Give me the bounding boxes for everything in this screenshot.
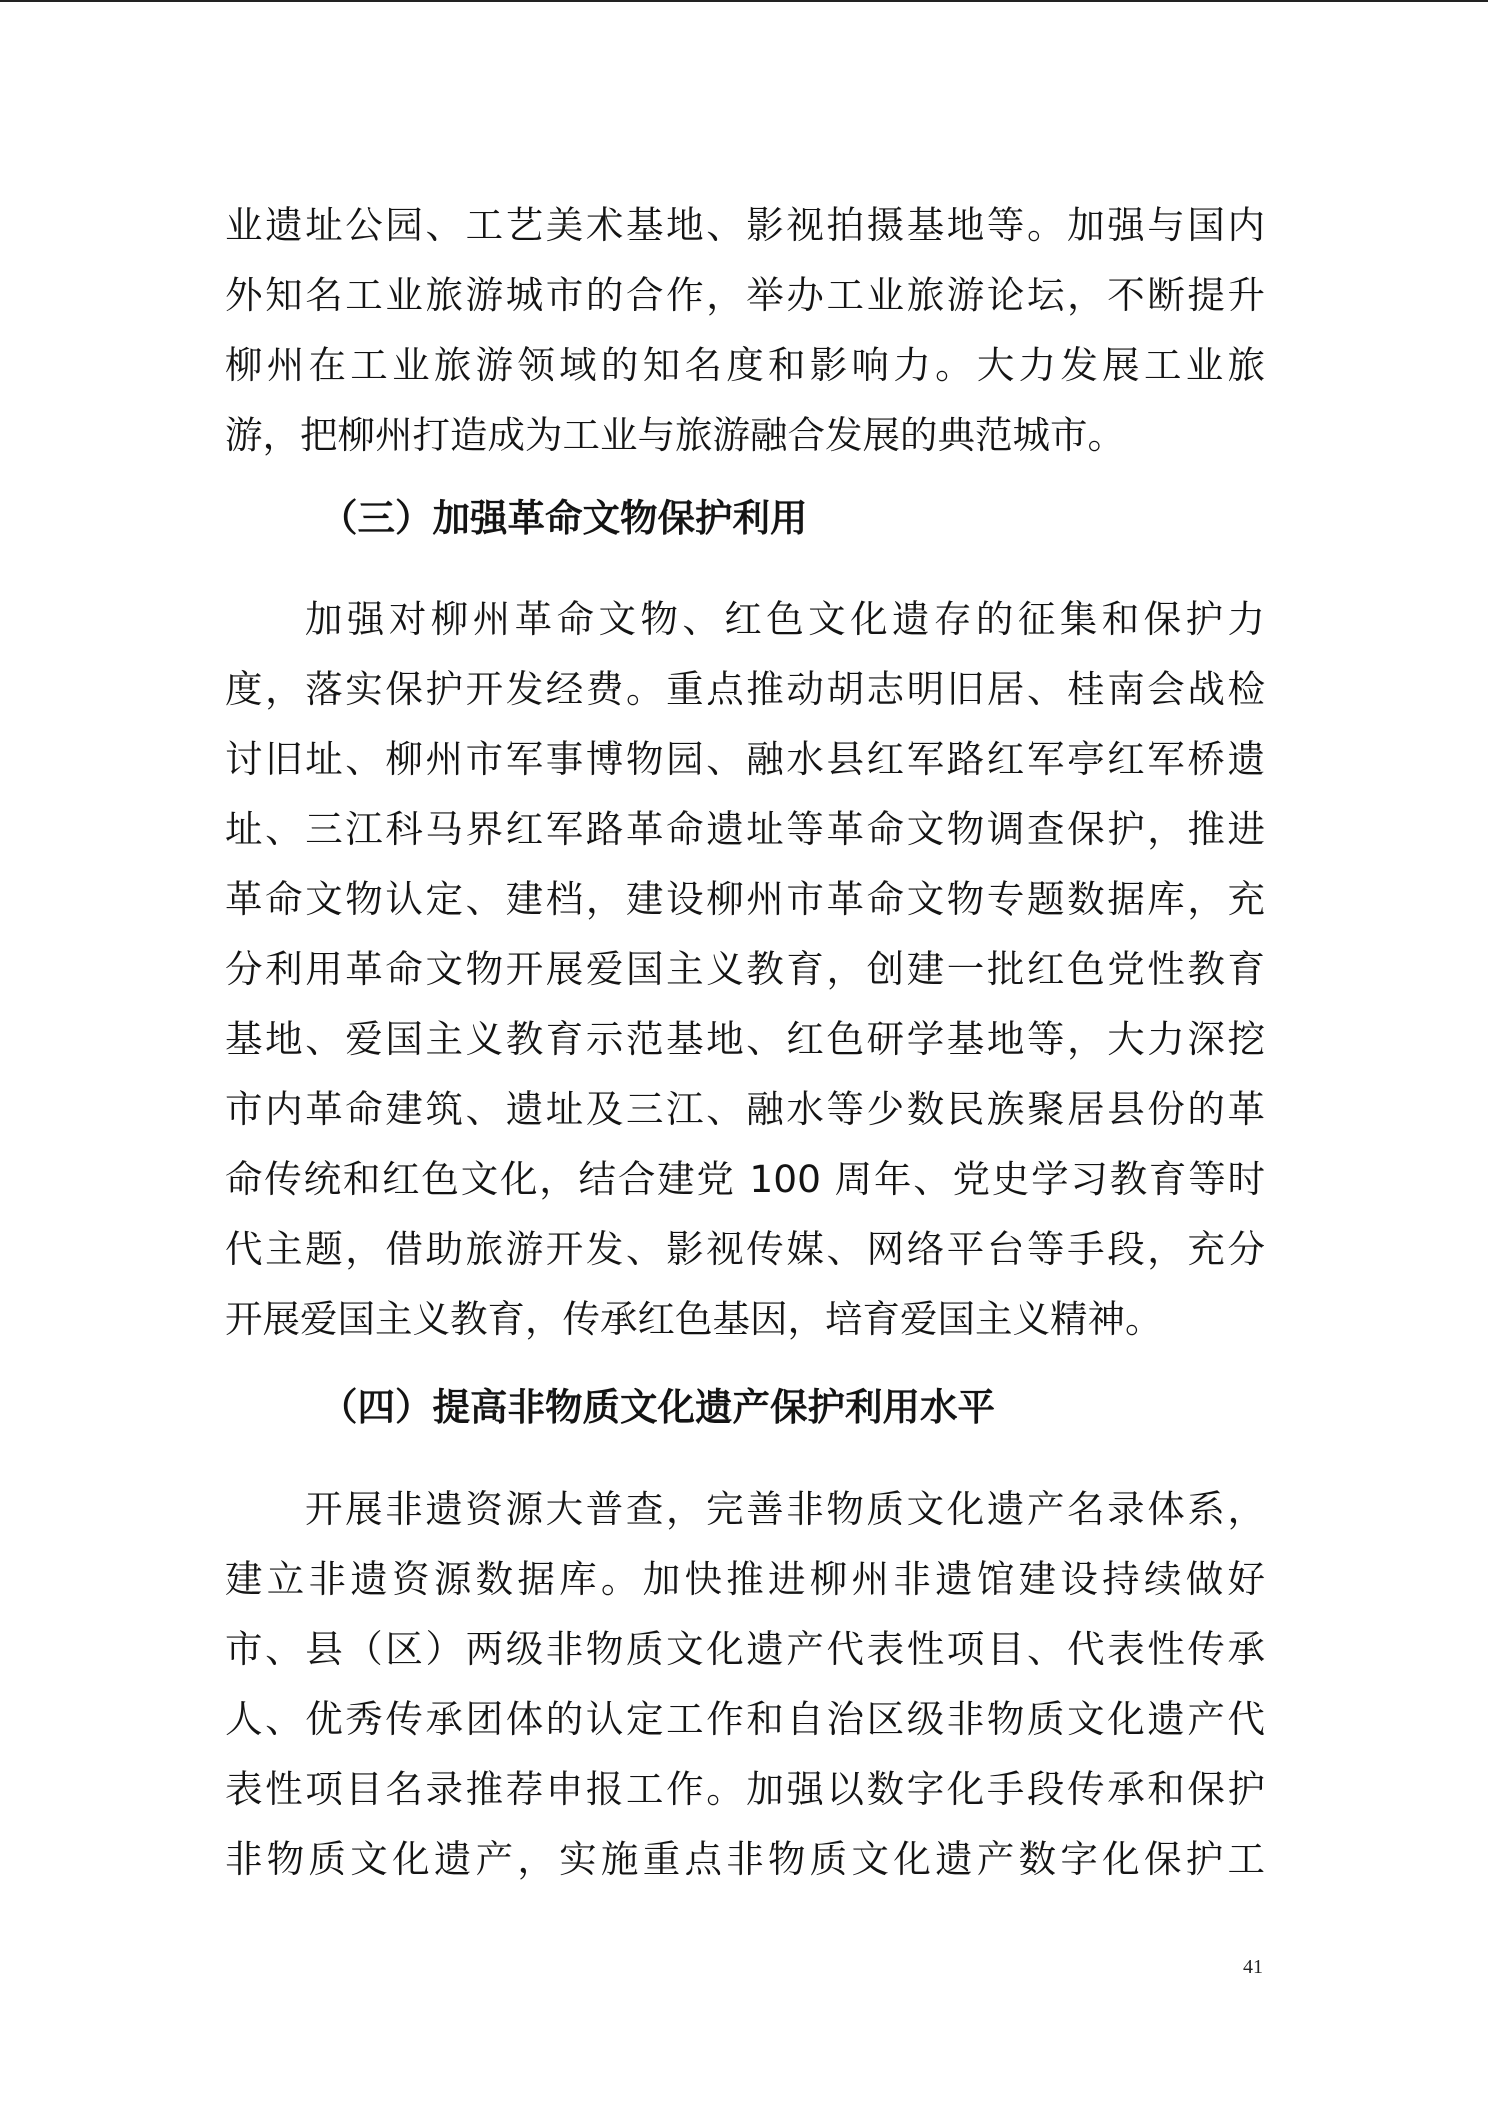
section-heading-3: （三）加强革命文物保护利用	[320, 496, 808, 540]
body-text-line: 代主题，借助旅游开发、影视传媒、网络平台等手段，充分	[225, 1227, 1265, 1271]
body-text-line: 外知名工业旅游城市的合作，举办工业旅游论坛，不断提升	[225, 273, 1265, 317]
body-text-line: 开展非遗资源大普查，完善非物质文化遗产名录体系，	[305, 1487, 1265, 1531]
top-border-rule	[0, 0, 1488, 2]
body-text-line: 人、优秀传承团体的认定工作和自治区级非物质文化遗产代	[225, 1697, 1265, 1741]
body-text-line: 市、县（区）两级非物质文化遗产代表性项目、代表性传承	[225, 1627, 1265, 1671]
body-text-line: 加强对柳州革命文物、红色文化遗存的征集和保护力	[305, 597, 1265, 641]
body-text-line: 开展爱国主义教育，传承红色基因，培育爱国主义精神。	[225, 1297, 1163, 1341]
body-text-line: 柳州在工业旅游领域的知名度和影响力。大力发展工业旅	[225, 343, 1265, 387]
body-text-line: 业遗址公园、工艺美术基地、影视拍摄基地等。加强与国内	[225, 203, 1265, 247]
body-text-line: 市内革命建筑、遗址及三江、融水等少数民族聚居县份的革	[225, 1087, 1265, 1131]
section-heading-4: （四）提高非物质文化遗产保护利用水平	[320, 1385, 995, 1429]
body-text-line: 度，落实保护开发经费。重点推动胡志明旧居、桂南会战检	[225, 667, 1265, 711]
body-text-line: 革命文物认定、建档，建设柳州市革命文物专题数据库，充	[225, 877, 1265, 921]
body-text-line: 游，把柳州打造成为工业与旅游融合发展的典范城市。	[225, 413, 1125, 457]
body-text-line: 址、三江科马界红军路革命遗址等革命文物调查保护，推进	[225, 807, 1265, 851]
body-text-line: 讨旧址、柳州市军事博物园、融水县红军路红军亭红军桥遗	[225, 737, 1265, 781]
page-number: 41	[1243, 1956, 1263, 1978]
body-text-line: 分利用革命文物开展爱国主义教育，创建一批红色党性教育	[225, 947, 1265, 991]
body-text-line: 基地、爱国主义教育示范基地、红色研学基地等，大力深挖	[225, 1017, 1265, 1061]
body-text-line: 非物质文化遗产，实施重点非物质文化遗产数字化保护工	[225, 1837, 1265, 1881]
body-text-line: 命传统和红色文化，结合建党 100 周年、党史学习教育等时	[225, 1157, 1265, 1201]
body-text-line: 建立非遗资源数据库。加快推进柳州非遗馆建设持续做好	[225, 1557, 1265, 1601]
body-text-line: 表性项目名录推荐申报工作。加强以数字化手段传承和保护	[225, 1767, 1265, 1811]
